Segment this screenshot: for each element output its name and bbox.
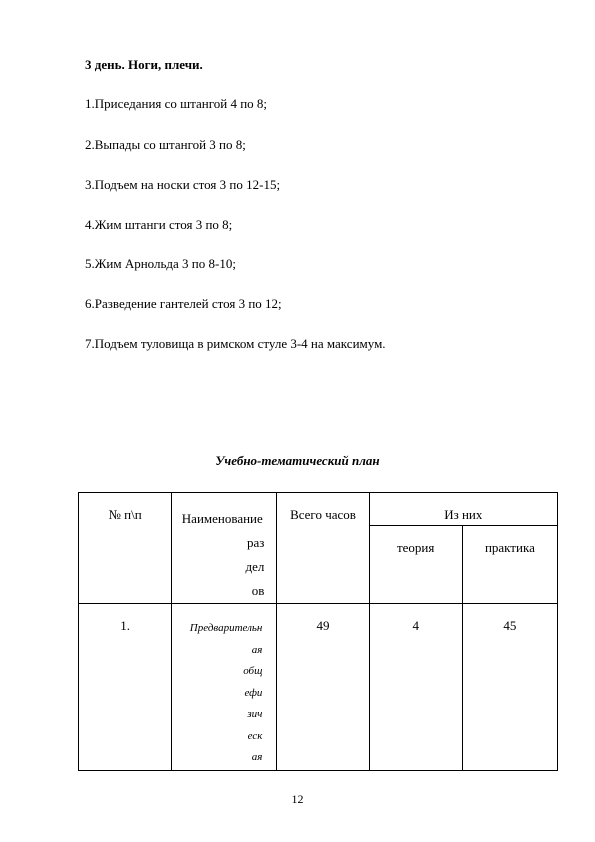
header-name-line: ов [251, 583, 265, 598]
row-name-line: Предварительн [189, 622, 263, 634]
header-name-line: Наименование [181, 511, 263, 526]
row-theory: 4 [369, 604, 462, 771]
header-name-line: дел [245, 559, 265, 574]
exercise-line: 2.Выпады со штангой 3 по 8; [85, 137, 246, 152]
header-of-them: Из них [369, 493, 557, 526]
row-number: 1. [79, 604, 172, 771]
exercise-line: 6.Разведение гантелей стоя 3 по 12; [85, 296, 282, 311]
row-name-line: зич [247, 708, 263, 720]
exercise-line: 7.Подъем туловища в римском стуле 3-4 на максимум. [85, 336, 386, 351]
header-name-line: раз [247, 535, 265, 550]
row-name-line: еск [247, 729, 263, 742]
row-name-line: ая [251, 751, 263, 763]
header-practice: практика [462, 526, 557, 604]
header-name [172, 493, 277, 604]
row-name-line: ая [251, 643, 263, 656]
header-total-hours: Всего часов [277, 493, 369, 604]
row-practice: 45 [462, 604, 557, 771]
row-total-hours: 49 [277, 604, 369, 771]
table-row [79, 604, 558, 771]
exercise-line: 1.Приседания со штангой 4 по 8; [85, 96, 268, 111]
header-theory: теория [369, 526, 462, 604]
exercise-line: 4.Жим штанги стоя 3 по 8; [85, 217, 233, 232]
row-section-name [172, 604, 277, 771]
page-number: 12 [291, 792, 304, 806]
row-name-line: ефи [244, 686, 263, 699]
section-heading: 3 день. Ноги, плечи. [85, 57, 203, 72]
curriculum-table [78, 492, 558, 771]
exercise-line: 3.Подъем на носки стоя 3 по 12-15; [85, 177, 281, 192]
exercise-line: 5.Жим Арнольда 3 по 8-10; [85, 256, 236, 271]
row-name-line: общ [243, 665, 263, 677]
header-number: № п\п [79, 493, 172, 604]
plan-title: Учебно-тематический план [215, 453, 380, 468]
